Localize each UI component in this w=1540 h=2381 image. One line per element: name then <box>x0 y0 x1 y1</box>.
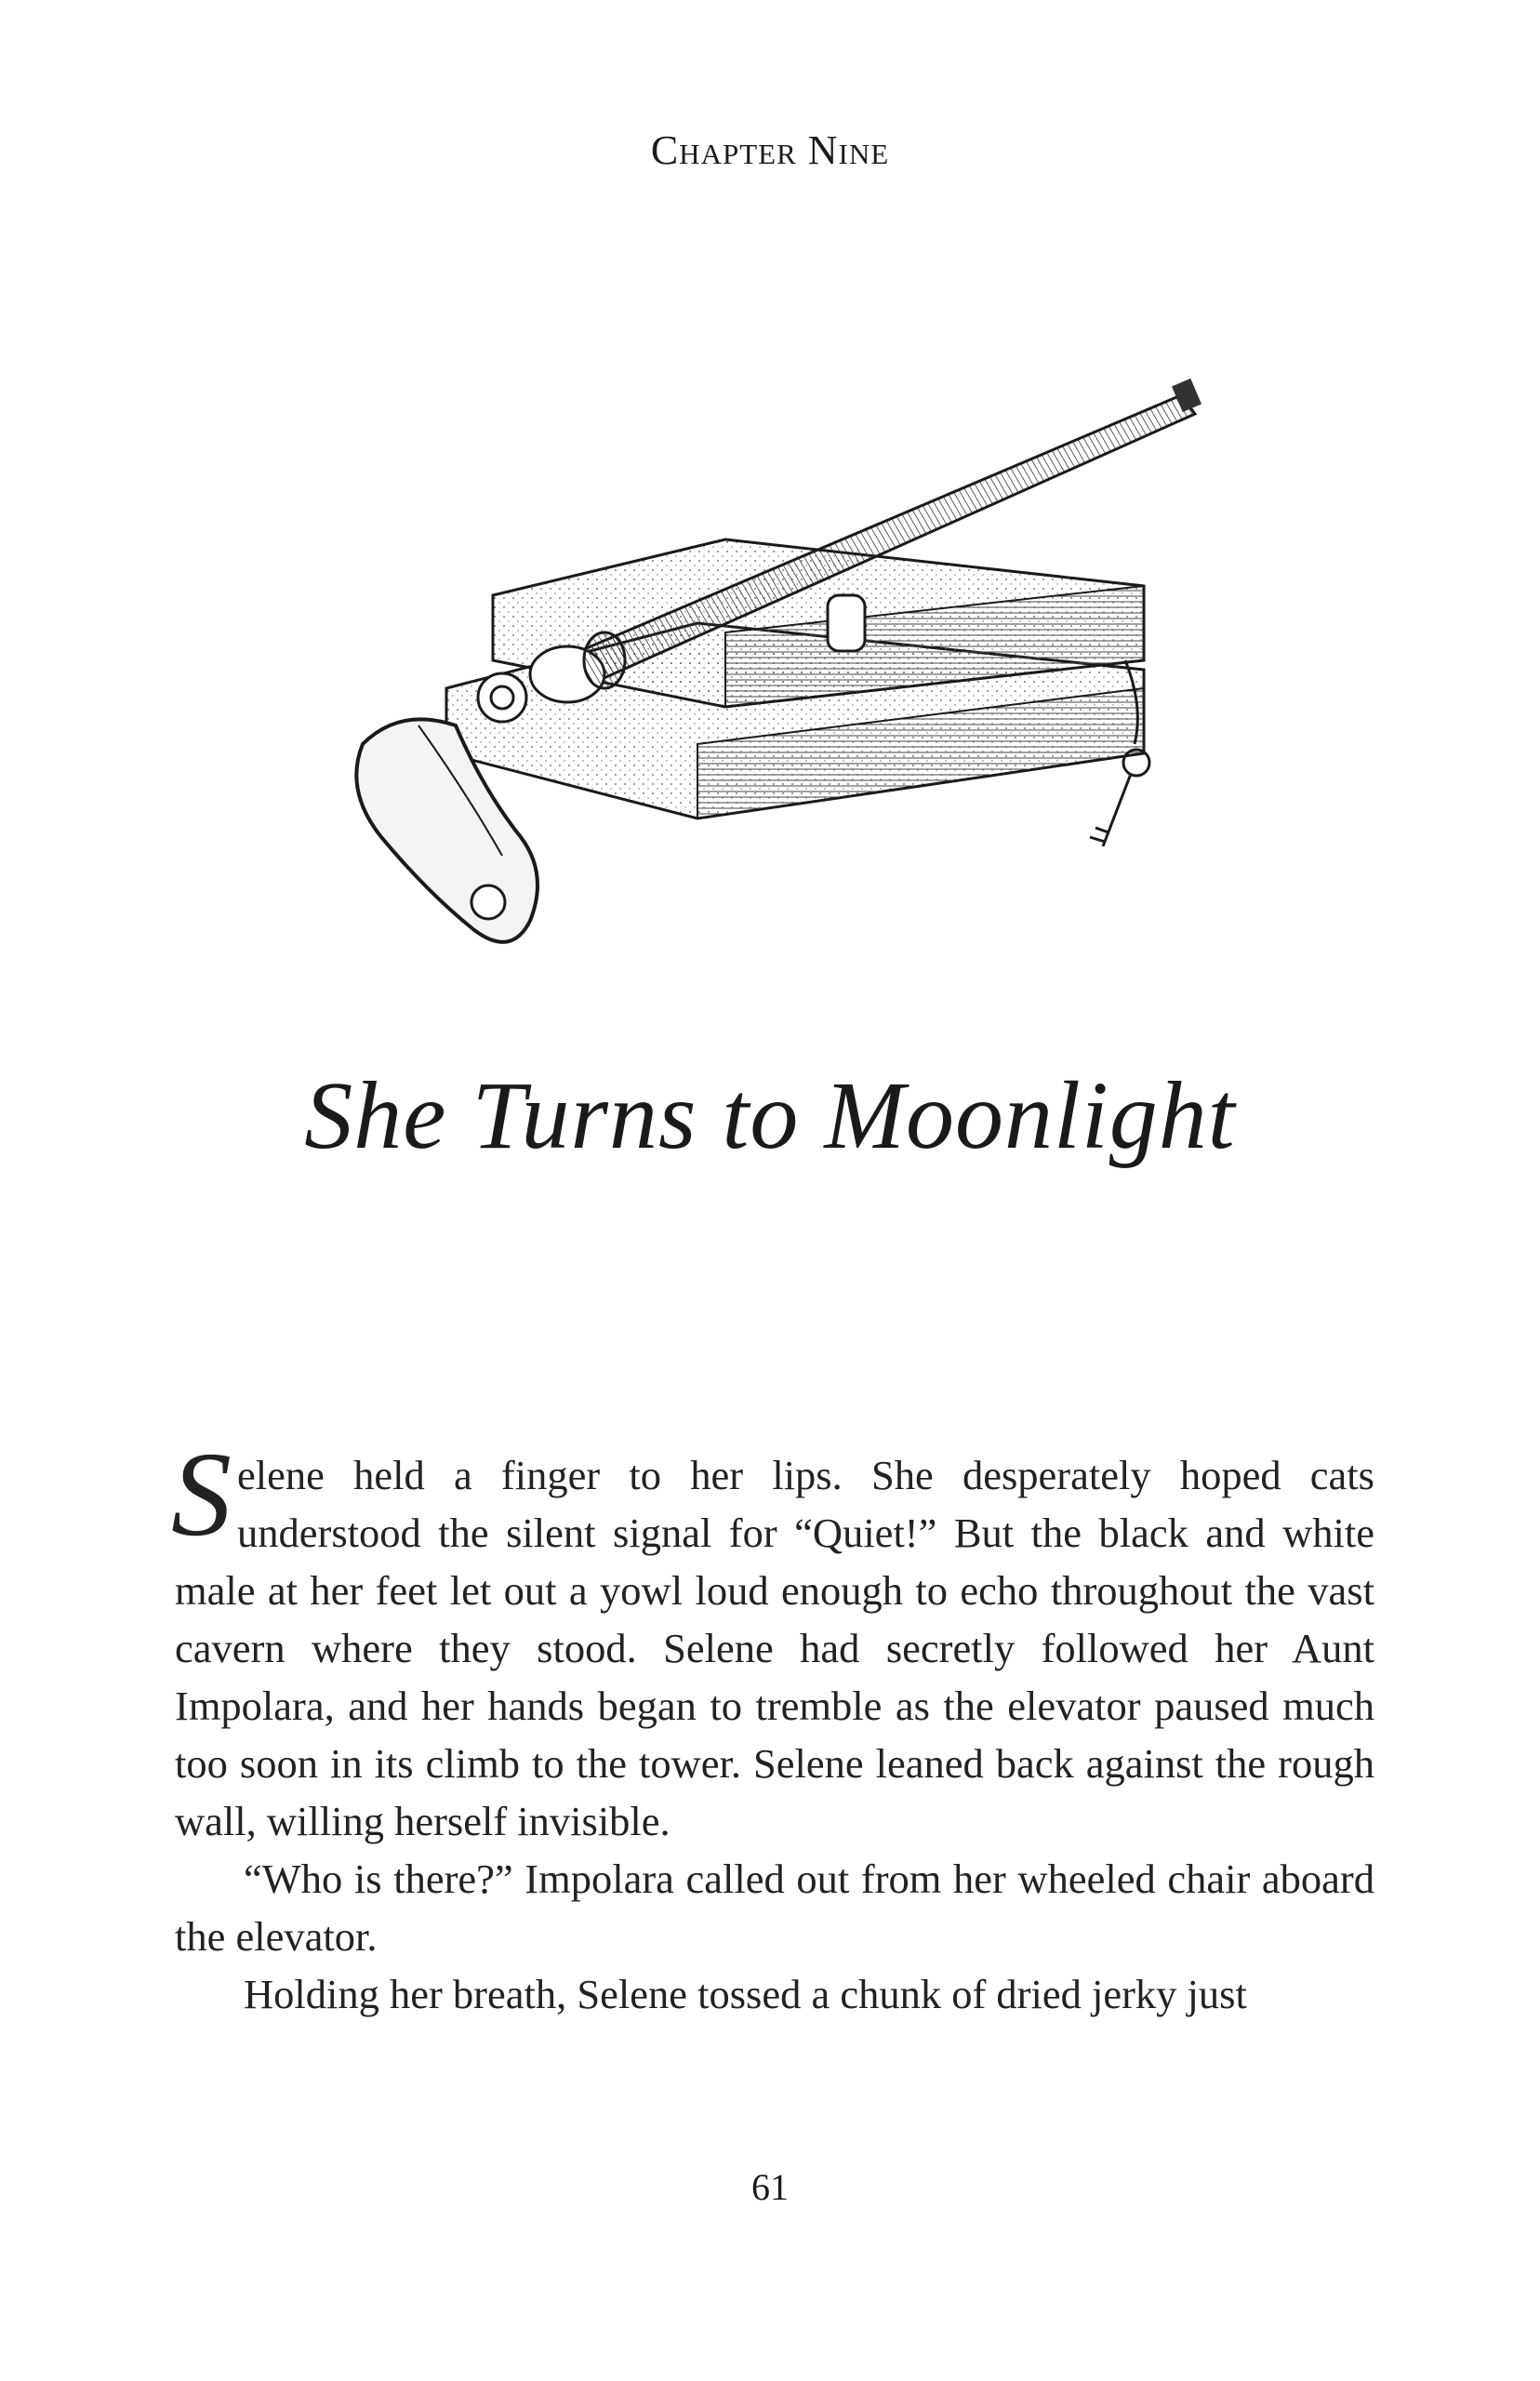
page-number: 61 <box>751 2166 789 2208</box>
chapter-label: Chapter Nine <box>650 127 890 173</box>
paragraph-1-text: elene held a finger to her lips. She desperately hoped cats understood the silent signal for “Quiet!” But the black and white male at her feet let out a yowl loud enough to echo throughout the vast cavern where they stood. Selene had secretly followed her Aunt Impolara, and her hands began to tremble as the elevator paused much too soon in its climb to the tower. Selene leaned back against the rough wall, willing herself invisible. <box>175 1452 1374 1844</box>
chapter-title: She Turns to Moonlight <box>304 1062 1236 1169</box>
paragraph-3: Holding her breath, Selene tossed a chunk of dried jerky just <box>244 1971 1247 2017</box>
paragraph-1 <box>171 1428 1374 1850</box>
cane-on-books-illustration <box>325 353 1255 986</box>
paragraph-2: “Who is there?” Impolara called out from her wheeled chair aboard the elevator. <box>175 1856 1374 1960</box>
drop-cap: S <box>171 1428 232 1562</box>
body-text <box>171 1428 1374 2023</box>
